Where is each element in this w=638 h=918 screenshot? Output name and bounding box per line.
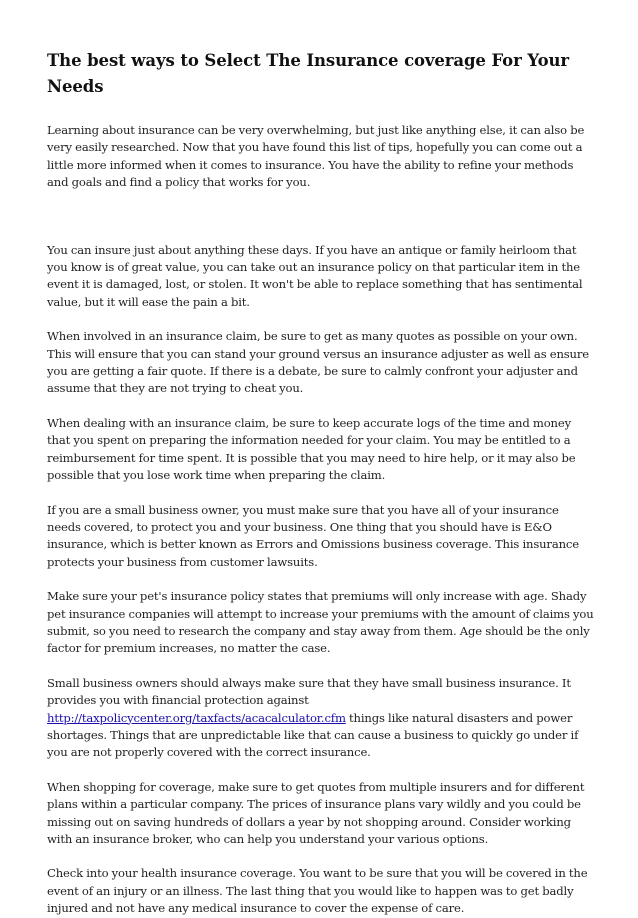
paragraph-small-business-owner: If you are a small business owner, you must make sure that you have all of your insurance needs covered, to protect you and your business. One thing that you should have is E&O insurance, which is better known as Errors and Omissions business coverage. This insurance protects your business from customer lawsuits. — [47, 502, 579, 569]
paragraph-shopping-coverage: When shopping for coverage, make sure to get quotes from multiple insurers and for different plans within a particular company. The prices of insurance plans vary wildly and you could be missing out on saving hundreds of dollars a year by not shopping around. Consider working with an insurance broker, who can help you understand your various options. — [47, 779, 585, 846]
paragraph-small-business-insurance — [47, 675, 595, 762]
paragraph-health-insurance: Check into your health insurance coverage. You want to be sure that you will be covered in the event of an injury or an illness. The last thing that you would like to happen was to get badly injured and not have any medical insurance to cover the expense of care. — [47, 866, 588, 916]
intro-paragraph: Learning about insurance can be very overwhelming, but just like anything else, it can also be very easily researched. Now that you have found this list of tips, hopefully you can come out a little more informed when it comes to insurance. You have the ability to refine your methods and goals and find a policy that works for you. — [47, 123, 585, 190]
document-title: The best ways to Select The Insurance coverage For Your Needs — [47, 51, 569, 96]
document-page — [47, 48, 595, 918]
paragraph-claim-logs: When dealing with an insurance claim, be sure to keep accurate logs of the time and money that you spent on preparing the information needed for your claim. You may be entitled to a reimbursement for time spent. It is possible that you may need to hire help, or it may also be possible that you lose work time when preparing the claim. — [47, 415, 576, 483]
paragraph-pet-insurance: Make sure your pet's insurance policy states that premiums will only increase with age. Shady pet insurance companies will attempt to increase your premiums with the amount of claims you submit, so you need to research the company and stay away from them. Age should be the only factor for premium increases, no matter the case. — [47, 589, 594, 656]
paragraph-claim-quotes: When involved in an insurance claim, be sure to get as many quotes as possible on your own. This will ensure that you can stand your ground versus an insurance adjuster as well as ensure you are getting a fair quote. If there is a debate, be sure to calmly confront your adjuster and assume that they are not trying to cheat you. — [47, 329, 589, 396]
paragraph-antique-insurance: You can insure just about anything these days. If you have an antique or family heirloom that you know is of great value, you can take out an insurance policy on that particular item in the event it is damaged, lost, or stolen. It won't be able to replace something that has sentimental value, but it will ease the pain a bit. — [47, 242, 583, 309]
link-paragraph-before: Small business owners should always make sure that they have small business insurance. It provides you with financial protection against — [47, 675, 571, 708]
taxpolicycenter-link[interactable]: http://taxpolicycenter.org/taxfacts/acacalculator.cfm — [47, 710, 346, 725]
link-paragraph-after: things like natural disasters and power shortages. Things that are unpredictable like that can cause a business to quickly go under if you are not properly covered with the correct insurance. — [47, 710, 579, 760]
